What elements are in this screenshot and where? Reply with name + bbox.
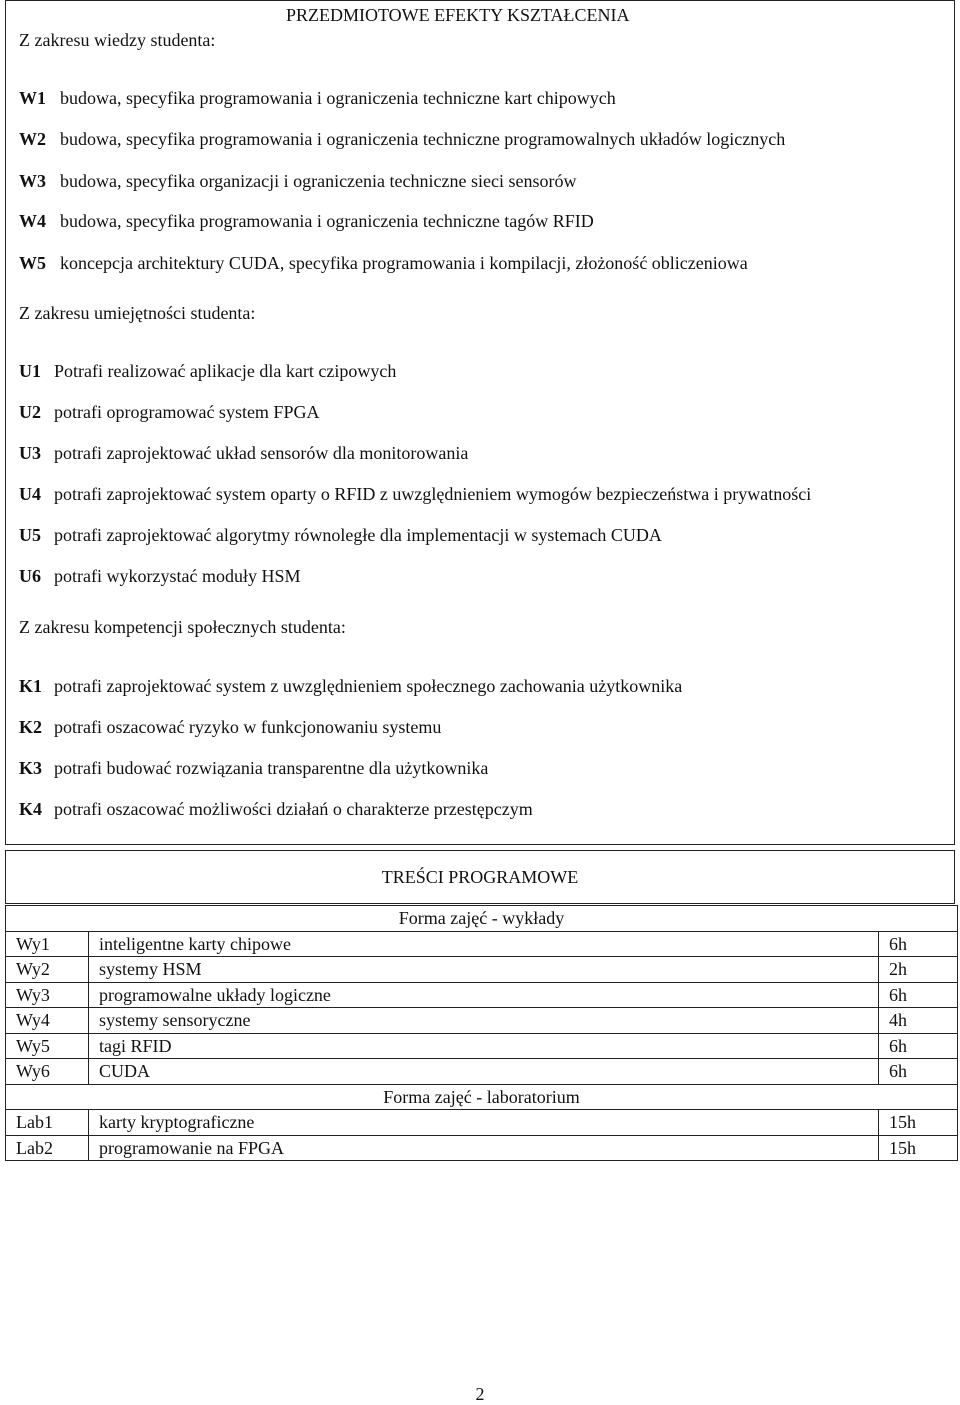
list-item	[19, 717, 441, 738]
outcome-text: budowa, specyfika programowania i ograniczenia techniczne kart chipowych	[60, 88, 616, 108]
lab-hours: 15h	[879, 1135, 958, 1161]
outcome-text: budowa, specyfika organizacji i ograniczenia techniczne sieci sensorów	[60, 171, 577, 191]
outcome-text: potrafi zaprojektować system oparty o RFID z uwzględnieniem wymogów bezpieczeństwa i prywatności	[54, 484, 812, 504]
lecture-hours: 6h	[879, 1059, 958, 1085]
table-row	[6, 1008, 958, 1034]
lecture-code: Wy6	[6, 1059, 89, 1085]
lecture-code: Wy1	[6, 931, 89, 957]
program-table	[5, 905, 958, 1161]
list-item	[19, 484, 811, 505]
table-row	[6, 1033, 958, 1059]
outcome-code: U2	[19, 402, 41, 422]
table-row	[6, 931, 958, 957]
outcome-code: U4	[19, 484, 41, 504]
outcome-text: potrafi zaprojektować system z uwzględnieniem społecznego zachowania użytkownika	[54, 676, 683, 696]
lecture-topic: inteligentne karty chipowe	[89, 931, 879, 957]
table-row	[6, 1110, 958, 1136]
table-row	[6, 906, 958, 932]
lecture-hours: 4h	[879, 1008, 958, 1034]
outcome-code: W3	[19, 171, 46, 191]
lab-code: Lab2	[6, 1135, 89, 1161]
outcome-code: W1	[19, 88, 46, 108]
outcome-code: W2	[19, 129, 46, 149]
outcome-text: Potrafi realizować aplikacje dla kart czipowych	[54, 361, 397, 381]
lecture-code: Wy4	[6, 1008, 89, 1034]
lecture-hours: 6h	[879, 931, 958, 957]
outcome-code: W5	[19, 253, 46, 273]
knowledge-heading: Z zakresu wiedzy studenta:	[19, 30, 216, 50]
outcome-text: potrafi wykorzystać moduły HSM	[54, 566, 301, 586]
lab-heading: Forma zajęć - laboratorium	[6, 1084, 958, 1110]
list-item	[19, 443, 468, 464]
outcome-text: potrafi oszacować ryzyko w funkcjonowaniu systemu	[54, 717, 442, 737]
list-item	[19, 211, 594, 232]
outcome-text: budowa, specyfika programowania i ograniczenia techniczne tagów RFID	[60, 211, 594, 231]
outcome-code: U6	[19, 566, 41, 586]
lecture-hours: 6h	[879, 1033, 958, 1059]
table-row	[6, 982, 958, 1008]
outcome-text: budowa, specyfika programowania i ograniczenia techniczne programowalnych układów logicznych	[60, 129, 786, 149]
outcome-code: W4	[19, 211, 46, 231]
learning-outcomes-title: PRZEDMIOTOWE EFEKTY KSZTAŁCENIA	[286, 5, 630, 25]
list-item	[19, 758, 488, 779]
outcome-code: U1	[19, 361, 41, 381]
outcome-text: potrafi oszacować możliwości działań o charakterze przestępczym	[54, 799, 533, 819]
competence-heading: Z zakresu kompetencji społecznych studenta:	[19, 617, 346, 637]
outcome-text: potrafi budować rozwiązania transparentne dla użytkownika	[54, 758, 489, 778]
list-item	[19, 129, 785, 150]
list-item	[19, 566, 300, 587]
table-row	[6, 1135, 958, 1161]
list-item	[19, 361, 396, 382]
outcome-code: K1	[19, 676, 43, 696]
lecture-topic: programowalne układy logiczne	[89, 982, 879, 1008]
lecture-code: Wy2	[6, 957, 89, 983]
lab-hours: 15h	[879, 1110, 958, 1136]
lecture-code: Wy5	[6, 1033, 89, 1059]
lab-topic: programowanie na FPGA	[89, 1135, 879, 1161]
lab-code: Lab1	[6, 1110, 89, 1136]
list-item	[19, 676, 682, 697]
list-item	[19, 799, 533, 820]
list-item	[19, 88, 616, 109]
lab-topic: karty kryptograficzne	[89, 1110, 879, 1136]
outcome-code: U3	[19, 443, 41, 463]
lecture-hours: 2h	[879, 957, 958, 983]
outcome-text: potrafi zaprojektować układ sensorów dla monitorowania	[54, 443, 469, 463]
list-item	[19, 171, 576, 192]
outcome-code: K2	[19, 717, 43, 737]
lecture-code: Wy3	[6, 982, 89, 1008]
outcome-code: K3	[19, 758, 43, 778]
outcome-text: potrafi oprogramować system FPGA	[54, 402, 320, 422]
outcome-text: koncepcja architektury CUDA, specyfika programowania i kompilacji, złożoność obliczeniowa	[60, 253, 748, 273]
lecture-topic: tagi RFID	[89, 1033, 879, 1059]
page-number: 2	[475, 1384, 485, 1404]
skills-heading: Z zakresu umiejętności studenta:	[19, 303, 256, 323]
outcome-code: K4	[19, 799, 43, 819]
list-item	[19, 525, 662, 546]
outcome-text: potrafi zaprojektować algorytmy równoległe dla implementacji w systemach CUDA	[54, 525, 662, 545]
lecture-hours: 6h	[879, 982, 958, 1008]
table-row	[6, 1059, 958, 1085]
list-item	[19, 253, 748, 274]
table-row	[6, 957, 958, 983]
program-title-box	[5, 850, 955, 904]
lecture-topic: systemy sensoryczne	[89, 1008, 879, 1034]
outcome-code: U5	[19, 525, 41, 545]
program-title: TREŚCI PROGRAMOWE	[381, 866, 579, 887]
lecture-topic: systemy HSM	[89, 957, 879, 983]
table-row	[6, 1084, 958, 1110]
lecture-topic: CUDA	[89, 1059, 879, 1085]
list-item	[19, 402, 319, 423]
lecture-heading: Forma zajęć - wykłady	[6, 906, 958, 932]
